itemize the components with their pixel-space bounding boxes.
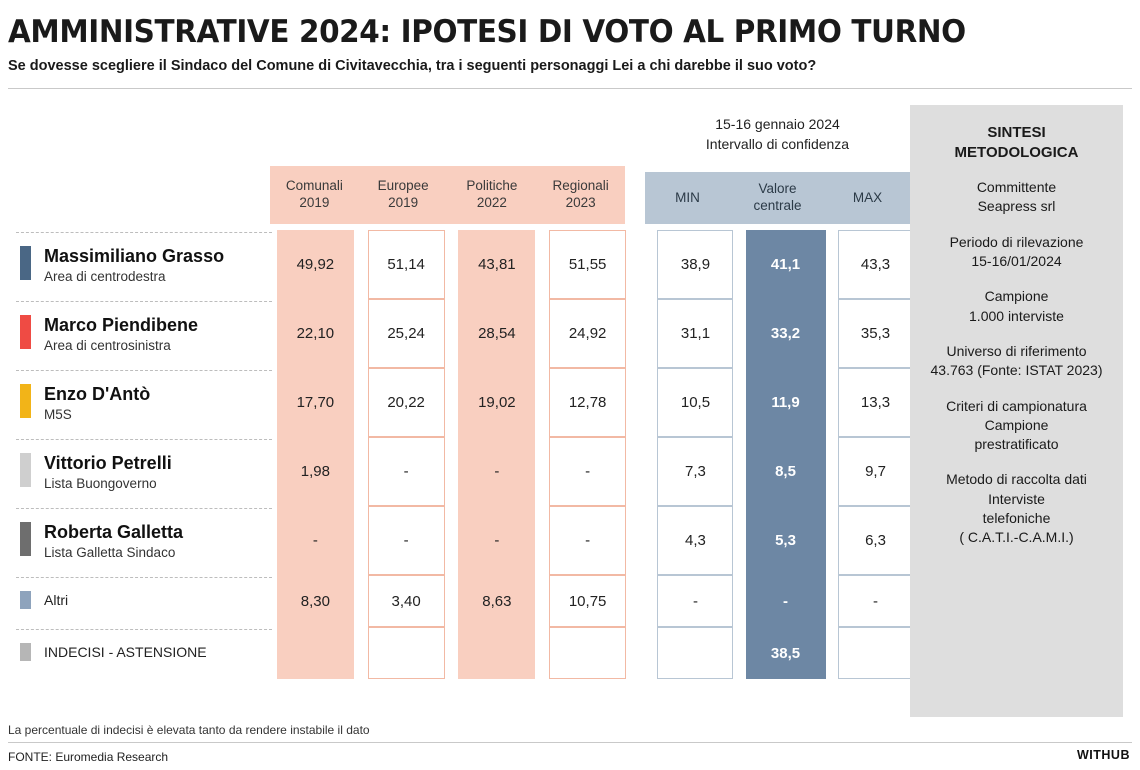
history-value: 8,30 [277, 575, 354, 627]
history-value: - [549, 437, 626, 506]
methodology-block: Criteri di campionatura Campione prestratificato [946, 397, 1087, 453]
methodology-title [920, 123, 1113, 162]
ci-center: 5,3 [746, 506, 826, 575]
history-slot [361, 230, 452, 299]
history-slot [361, 299, 452, 368]
history-slot [270, 299, 361, 368]
history-values [270, 230, 633, 299]
history-slot [270, 368, 361, 437]
candidate-affiliation: M5S [44, 407, 72, 422]
table-row [8, 230, 913, 299]
history-value: 10,75 [549, 575, 626, 627]
history-value: 8,63 [458, 575, 535, 627]
history-value: - [277, 506, 354, 575]
history-values [270, 368, 633, 437]
history-slot [270, 230, 361, 299]
footnote: La percentuale di indecisi è elevata tanto da rendere instabile il dato [8, 723, 370, 737]
history-value: 19,02 [458, 368, 535, 437]
ci-slot-center [738, 299, 833, 368]
history-slot [270, 437, 361, 506]
ci-center: 8,5 [746, 437, 826, 506]
source-label: FONTE: Euromedia Research [8, 750, 169, 764]
history-slot [452, 506, 543, 575]
ci-slot-min [653, 506, 738, 575]
row-divider [16, 439, 272, 440]
ci-slot-max [833, 437, 918, 506]
history-slot [270, 575, 361, 627]
column-header-max [825, 172, 910, 224]
history-value [549, 627, 626, 679]
ci-slot-min [653, 437, 738, 506]
history-value: 20,22 [368, 368, 445, 437]
history-values [270, 506, 633, 575]
ci-slot-center [738, 506, 833, 575]
methodology-blocks [920, 178, 1113, 548]
history-slot [542, 368, 633, 437]
history-value [368, 627, 445, 679]
candidate-affiliation: Area di centrosinistra [44, 338, 171, 353]
row-label: INDECISI - ASTENSIONE [44, 644, 207, 660]
ci-min: - [657, 575, 733, 627]
col-name-2: centrale [753, 198, 802, 213]
history-value: 1,98 [277, 437, 354, 506]
history-slot [361, 506, 452, 575]
ci-max [838, 627, 914, 679]
history-column-headers [270, 166, 625, 224]
history-slot [270, 506, 361, 575]
col-name: MAX [852, 189, 883, 205]
ci-date: 15-16 gennaio 2024 [715, 116, 840, 132]
header-divider [8, 88, 1132, 89]
history-slot [542, 437, 633, 506]
ci-slot-min [653, 575, 738, 627]
ci-slot-max [833, 299, 918, 368]
party-color-swatch [20, 643, 31, 661]
ci-values [653, 299, 918, 368]
history-slot [542, 627, 633, 679]
row-divider [16, 629, 272, 630]
candidate-name: Roberta Galletta [44, 522, 184, 542]
ci-min: 10,5 [657, 368, 733, 437]
history-value: 17,70 [277, 368, 354, 437]
ci-slot-center [738, 627, 833, 679]
table-body [8, 230, 913, 679]
column-header-valore-centrale [730, 172, 825, 224]
ci-center: 41,1 [746, 230, 826, 299]
ci-max: 43,3 [838, 230, 914, 299]
col-year: 2019 [299, 195, 330, 210]
ci-center: - [746, 575, 826, 627]
ci-label: Intervallo di confidenza [705, 135, 850, 152]
history-slot [361, 575, 452, 627]
column-header-regionali [536, 166, 625, 224]
candidate-affiliation: Lista Galletta Sindaco [44, 545, 176, 560]
column-header-min [645, 172, 730, 224]
history-value: 25,24 [368, 299, 445, 368]
ci-values [653, 575, 918, 627]
candidate-name: Vittorio Petrelli [44, 453, 172, 473]
history-slot [452, 627, 543, 679]
history-value: - [458, 437, 535, 506]
methodology-block: Committente Seapress srl [976, 179, 1057, 215]
page-title: AMMINISTRATIVE 2024: IPOTESI DI VOTO AL PRIMO TURNO [8, 14, 966, 50]
ci-values [653, 437, 918, 506]
ci-min: 38,9 [657, 230, 733, 299]
history-slot [452, 575, 543, 627]
methodology-block: Metodo di raccolta dati Interviste telefoniche ( C.A.T.I.-C.A.M.I.) [946, 471, 1087, 546]
history-slot [270, 627, 361, 679]
ci-slot-center [738, 230, 833, 299]
party-color-swatch [20, 246, 31, 280]
history-slot [361, 627, 452, 679]
column-header-comunali [270, 166, 359, 224]
row-label: Altri [44, 592, 69, 608]
history-slot [361, 368, 452, 437]
confidence-interval-title [645, 115, 910, 154]
history-slot [452, 368, 543, 437]
history-slot [542, 230, 633, 299]
row-divider [16, 577, 272, 578]
ci-slot-max [833, 506, 918, 575]
column-header-politiche [448, 166, 537, 224]
ci-min: 7,3 [657, 437, 733, 506]
history-value [458, 627, 535, 679]
history-value: - [368, 506, 445, 575]
col-name: MIN [675, 189, 700, 205]
ci-max: - [838, 575, 914, 627]
history-slot [452, 299, 543, 368]
methodology-panel [910, 105, 1123, 717]
ci-center: 33,2 [746, 299, 826, 368]
history-slot [542, 299, 633, 368]
history-value: 28,54 [458, 299, 535, 368]
methodology-title-line1: SINTESI [987, 124, 1046, 141]
row-divider [16, 508, 272, 509]
party-color-swatch [20, 453, 31, 487]
row-divider [16, 301, 272, 302]
col-year: 2019 [388, 195, 419, 210]
table-row [8, 506, 913, 575]
history-values [270, 627, 633, 679]
candidate-affiliation: Lista Buongoverno [44, 476, 157, 491]
col-name: Comunali [285, 178, 343, 194]
history-value: - [368, 437, 445, 506]
candidate-name: Marco Piendibene [44, 315, 199, 335]
ci-slot-min [653, 368, 738, 437]
history-value: 22,10 [277, 299, 354, 368]
ci-slot-min [653, 299, 738, 368]
ci-slot-center [738, 575, 833, 627]
candidate-name: Enzo D'Antò [44, 384, 151, 404]
table-row [8, 299, 913, 368]
ci-min: 31,1 [657, 299, 733, 368]
col-name: Regionali [552, 178, 609, 194]
ci-slot-max [833, 230, 918, 299]
brand-logo: WITHUB [1077, 748, 1130, 762]
methodology-block: Universo di riferimento 43.763 (Fonte: ISTAT 2023) [930, 342, 1103, 379]
history-value [277, 627, 354, 679]
history-value: 3,40 [368, 575, 445, 627]
history-values [270, 575, 633, 627]
ci-slot-max [833, 575, 918, 627]
candidate-affiliation: Area di centrodestra [44, 269, 166, 284]
party-color-swatch [20, 384, 31, 418]
ci-max: 13,3 [838, 368, 914, 437]
col-year: 2023 [565, 195, 596, 210]
history-slot [361, 437, 452, 506]
history-value: 43,81 [458, 230, 535, 299]
ci-values [653, 506, 918, 575]
ci-slot-min [653, 230, 738, 299]
table-row [8, 627, 913, 679]
history-value: 49,92 [277, 230, 354, 299]
ci-max: 6,3 [838, 506, 914, 575]
row-divider [16, 370, 272, 371]
col-name: Politiche [466, 178, 518, 194]
party-color-swatch [20, 522, 31, 556]
history-value: 12,78 [549, 368, 626, 437]
table-row [8, 368, 913, 437]
history-slot [542, 506, 633, 575]
ci-slot-center [738, 368, 833, 437]
methodology-title-line2: METODOLOGICA [954, 143, 1079, 161]
ci-slot-center [738, 437, 833, 506]
history-values [270, 299, 633, 368]
history-slot [452, 437, 543, 506]
ci-max: 35,3 [838, 299, 914, 368]
ci-slot-min [653, 627, 738, 679]
col-name: Europee [377, 178, 429, 194]
column-header-europee [359, 166, 448, 224]
party-color-swatch [20, 591, 31, 609]
party-color-swatch [20, 315, 31, 349]
history-value: 51,14 [368, 230, 445, 299]
table-row [8, 575, 913, 627]
ci-column-headers [645, 172, 910, 224]
methodology-block: Periodo di rilevazione 15-16/01/2024 [949, 233, 1084, 269]
row-divider [16, 232, 272, 233]
ci-values [653, 627, 918, 679]
table-row [8, 437, 913, 506]
col-year: 2022 [476, 195, 507, 210]
candidate-name: Massimiliano Grasso [44, 246, 225, 266]
ci-center: 38,5 [746, 627, 826, 679]
ci-slot-max [833, 368, 918, 437]
ci-center: 11,9 [746, 368, 826, 437]
history-values [270, 437, 633, 506]
ci-values [653, 230, 918, 299]
history-value: - [458, 506, 535, 575]
methodology-block: Campione 1.000 interviste [969, 288, 1064, 324]
history-slot [452, 230, 543, 299]
history-value: - [549, 506, 626, 575]
page-subtitle: Se dovesse scegliere il Sindaco del Comune di Civitavecchia, tra i seguenti personaggi Lei a chi darebbe il suo voto? [8, 58, 817, 74]
ci-max: 9,7 [838, 437, 914, 506]
ci-min [657, 627, 733, 679]
history-value: 24,92 [549, 299, 626, 368]
history-slot [542, 575, 633, 627]
history-value: 51,55 [549, 230, 626, 299]
ci-min: 4,3 [657, 506, 733, 575]
col-name: Valore [758, 181, 797, 197]
ci-slot-max [833, 627, 918, 679]
footer-divider [8, 742, 1132, 743]
ci-values [653, 368, 918, 437]
